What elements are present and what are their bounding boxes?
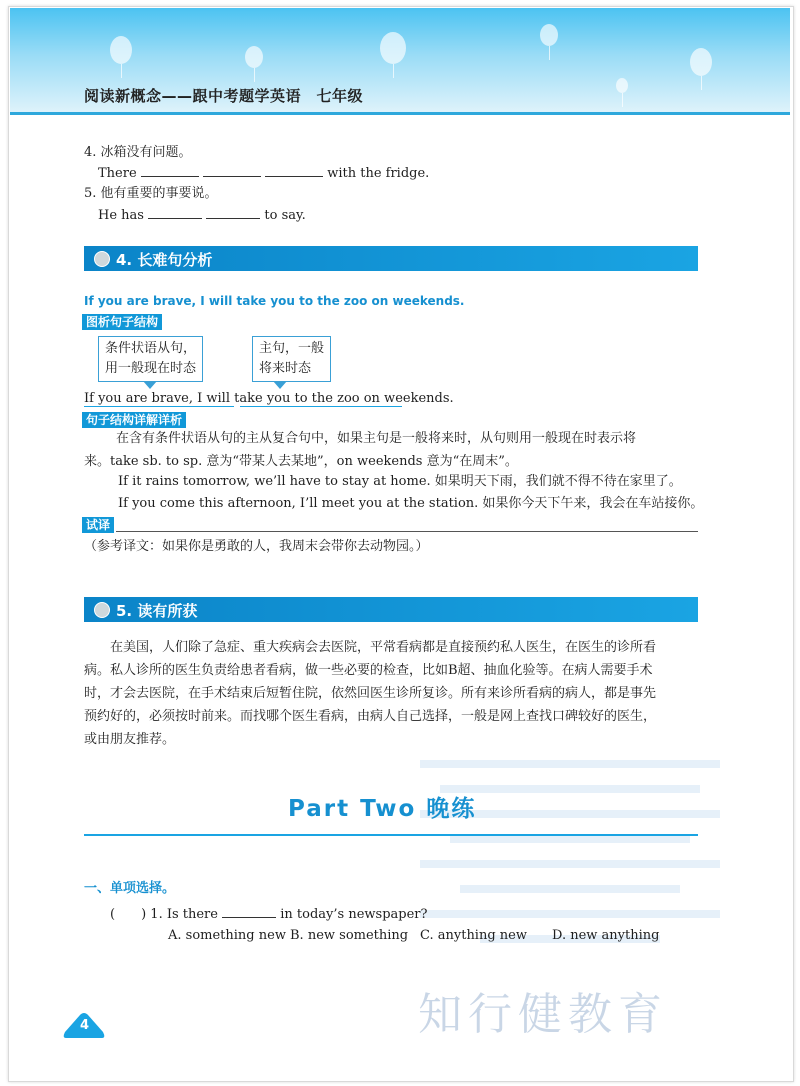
section4-title: 4. 长难句分析 (116, 251, 213, 269)
underline-main (240, 406, 402, 407)
part-two-rule (84, 834, 698, 836)
q1-answer-paren[interactable]: ( ) (110, 907, 147, 922)
example-1: If it rains tomorrow, we’ll have to stay at home. 如果明天下雨，我们就不得不待在家里了。 (118, 474, 682, 489)
explain-line-2: 来。take sb. to sp. 意为“带某人去某地”，on weekends 意为“在周末”。 (84, 454, 518, 469)
q1-start: 1. Is there (150, 907, 218, 922)
tag-try: 试译 (82, 517, 114, 533)
page-number: 4 (80, 1018, 90, 1033)
q4-sentence (98, 164, 429, 183)
q4-start: There (98, 166, 137, 181)
balloon-icon (616, 78, 628, 93)
section5-title: 5. 读有所获 (116, 602, 198, 620)
balloon-icon (540, 24, 558, 46)
q5-blank-1[interactable] (148, 206, 202, 219)
underline-clause (84, 406, 234, 407)
balloon-icon (245, 46, 263, 68)
header-rule (10, 112, 790, 115)
tag-structure: 图析句子结构 (82, 314, 162, 330)
callout-condition: 条件状语从句， 用一般现在时态 (98, 336, 203, 382)
book-icon (94, 602, 110, 618)
analyzed-sentence: If you are brave, I will take you to the zoo on weekends. (84, 391, 454, 406)
section4-bar (84, 246, 698, 271)
single-choice-heading: 一、单项选择。 (84, 881, 176, 896)
option-b[interactable]: B. new something (290, 928, 409, 943)
reference-translation: （参考译文：如果你是勇敢的人，我周末会带你去动物园。） (84, 539, 429, 554)
q5-start: He has (98, 208, 144, 223)
option-c[interactable]: C. anything new (420, 928, 527, 943)
balloon-icon (110, 36, 132, 64)
section5-bar (84, 597, 698, 622)
balloon-icon (380, 32, 406, 64)
balloon-icon (690, 48, 712, 76)
explain-line-1: 在含有条件状语从句的主从复合句中，如果主句是一般将来时，从句则用一般现在时表示将 (116, 431, 637, 446)
q4-prompt: 4. 冰箱没有问题。 (84, 145, 192, 160)
option-d[interactable]: D. new anything (552, 928, 660, 943)
watermark-text: 知行健教育 (418, 989, 668, 1040)
section5-paragraph: 在美国，人们除了急症、重大疾病会去医院，平常看病都是直接预约私人医生，在医生的诊所看 病。私人诊所的医生负责给患者看病，做一些必要的检查，比如B超、抽血化验等。在病人需要手术 时，才会去医院，在手术结束后短暂住院，依然回医生诊所复诊。所有来诊所看病的病人，都是事先 预约好的，必须按时前来。而找哪个医生看病，由病人自己选择，一般是网上查找口碑较好的医生， 或由朋友推荐。 (84, 640, 657, 747)
q1-line (110, 905, 427, 924)
q5-blank-2[interactable] (206, 206, 260, 219)
try-answer-line[interactable] (116, 531, 698, 532)
q4-end: with the fridge. (327, 166, 430, 181)
q5-prompt: 5. 他有重要的事要说。 (84, 186, 218, 201)
pencil-icon (94, 251, 110, 267)
q5-sentence (98, 206, 306, 225)
tag-detail: 句子结构详解详析 (82, 412, 186, 428)
q4-blank-2[interactable] (203, 164, 261, 177)
key-sentence: If you are brave, I will take you to the zoo on weekends. (84, 294, 465, 308)
option-a[interactable]: A. something new (168, 928, 286, 943)
q1-end: in today’s newspaper? (280, 907, 428, 922)
example-2: If you come this afternoon, I’ll meet you at the station. 如果你今天下午来，我会在车站接你。 (118, 496, 704, 511)
q4-blank-3[interactable] (265, 164, 323, 177)
q5-end: to say. (264, 208, 306, 223)
callout-main-clause: 主句，一般 将来时态 (252, 336, 331, 382)
q4-blank-1[interactable] (141, 164, 199, 177)
q1-blank (222, 905, 276, 918)
header-title: 阅读新概念——跟中考题学英语 七年级 (84, 87, 364, 105)
part-two-title: Part Two 晚练 (288, 796, 477, 822)
